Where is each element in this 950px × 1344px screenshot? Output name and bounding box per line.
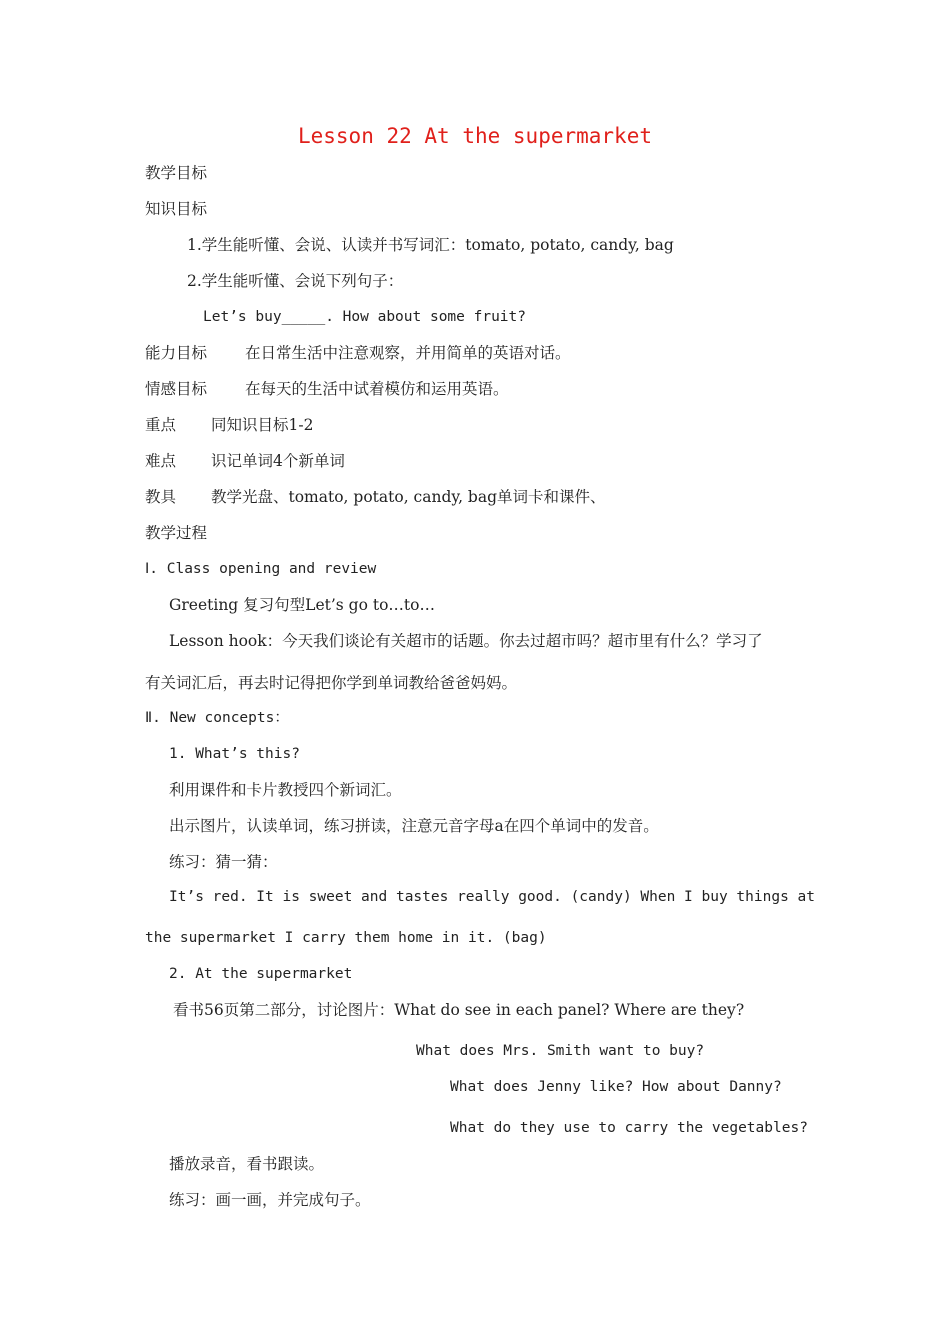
heading-teaching-process: 教学过程 bbox=[145, 524, 208, 542]
difficult-text: 识记单词4个新单词 bbox=[211, 452, 345, 470]
aids-label: 教具 bbox=[145, 488, 177, 506]
heading-teaching-goals: 教学目标 bbox=[145, 164, 208, 182]
page-title: Lesson 22 At the supermarket bbox=[297, 124, 652, 148]
aids-text: 教学光盘、tomato, potato, candy, bag单词卡和课件、 bbox=[211, 488, 606, 506]
key-text: 同知识目标1-2 bbox=[211, 416, 314, 434]
part-1-line-a: 利用课件和卡片教授四个新词汇。 bbox=[169, 781, 402, 799]
part-2-question-1: What does Mrs. Smith want to buy? bbox=[416, 1043, 705, 1059]
ability-label: 能力目标 bbox=[145, 344, 208, 362]
part-2-heading: 2. At the supermarket bbox=[169, 966, 353, 982]
difficult-point-row bbox=[145, 451, 345, 471]
knowledge-item-2: 2.学生能听懂、会说下列句子： bbox=[187, 272, 404, 290]
part-1-line-d: It’s red. It is sweet and tastes really good. (candy) When I buy things at bbox=[169, 889, 816, 905]
emotion-goal-row bbox=[145, 379, 509, 399]
emotion-label: 情感目标 bbox=[145, 380, 208, 398]
part-1-line-e: the supermarket I carry them home in it. (bag) bbox=[145, 930, 547, 946]
key-label: 重点 bbox=[145, 416, 177, 434]
section-1-heading: Ⅰ. Class opening and review bbox=[145, 561, 377, 577]
part-2-question-2: What does Jenny like? How about Danny? bbox=[450, 1079, 782, 1095]
teaching-aids-row bbox=[145, 487, 606, 507]
heading-knowledge-goals: 知识目标 bbox=[145, 200, 208, 218]
key-point-row bbox=[145, 415, 313, 435]
part-2-question-3: What do they use to carry the vegetables? bbox=[450, 1120, 808, 1136]
lesson-hook-line-2: 有关词汇后，再去时记得把你学到单词教给爸爸妈妈。 bbox=[145, 674, 518, 692]
ability-goal-row bbox=[145, 343, 571, 363]
part-1-line-b: 出示图片，认读单词，练习拼读，注意元音字母a在四个单词中的发音。 bbox=[169, 817, 659, 835]
knowledge-item-1: 1.学生能听懂、会说、认读并书写词汇：tomato, potato, candy, bag bbox=[187, 236, 674, 254]
ability-text: 在日常生活中注意观察，并用简单的英语对话。 bbox=[245, 344, 571, 362]
lesson-hook-line-1: Lesson hook：今天我们谈论有关超市的话题。你去过超市吗？超市里有什么？学习了 bbox=[169, 632, 763, 650]
part-2-line-f: 练习：画一画，并完成句子。 bbox=[169, 1191, 371, 1209]
part-2-line-e: 播放录音，看书跟读。 bbox=[169, 1155, 325, 1173]
part-1-line-c: 练习：猜一猜： bbox=[169, 853, 278, 871]
part-1-heading: 1. What’s this? bbox=[169, 746, 300, 762]
section-2-heading: Ⅱ. New concepts： bbox=[145, 710, 289, 726]
emotion-text: 在每天的生活中试着模仿和运用英语。 bbox=[245, 380, 509, 398]
part-2-line-a: 看书56页第二部分，讨论图片：What do see in each panel? Where are they? bbox=[173, 1001, 745, 1019]
knowledge-sentence: Let’s buy_____. How about some fruit? bbox=[203, 309, 527, 325]
greeting-line: Greeting 复习句型Let’s go to…to… bbox=[169, 596, 435, 614]
difficult-label: 难点 bbox=[145, 452, 177, 470]
